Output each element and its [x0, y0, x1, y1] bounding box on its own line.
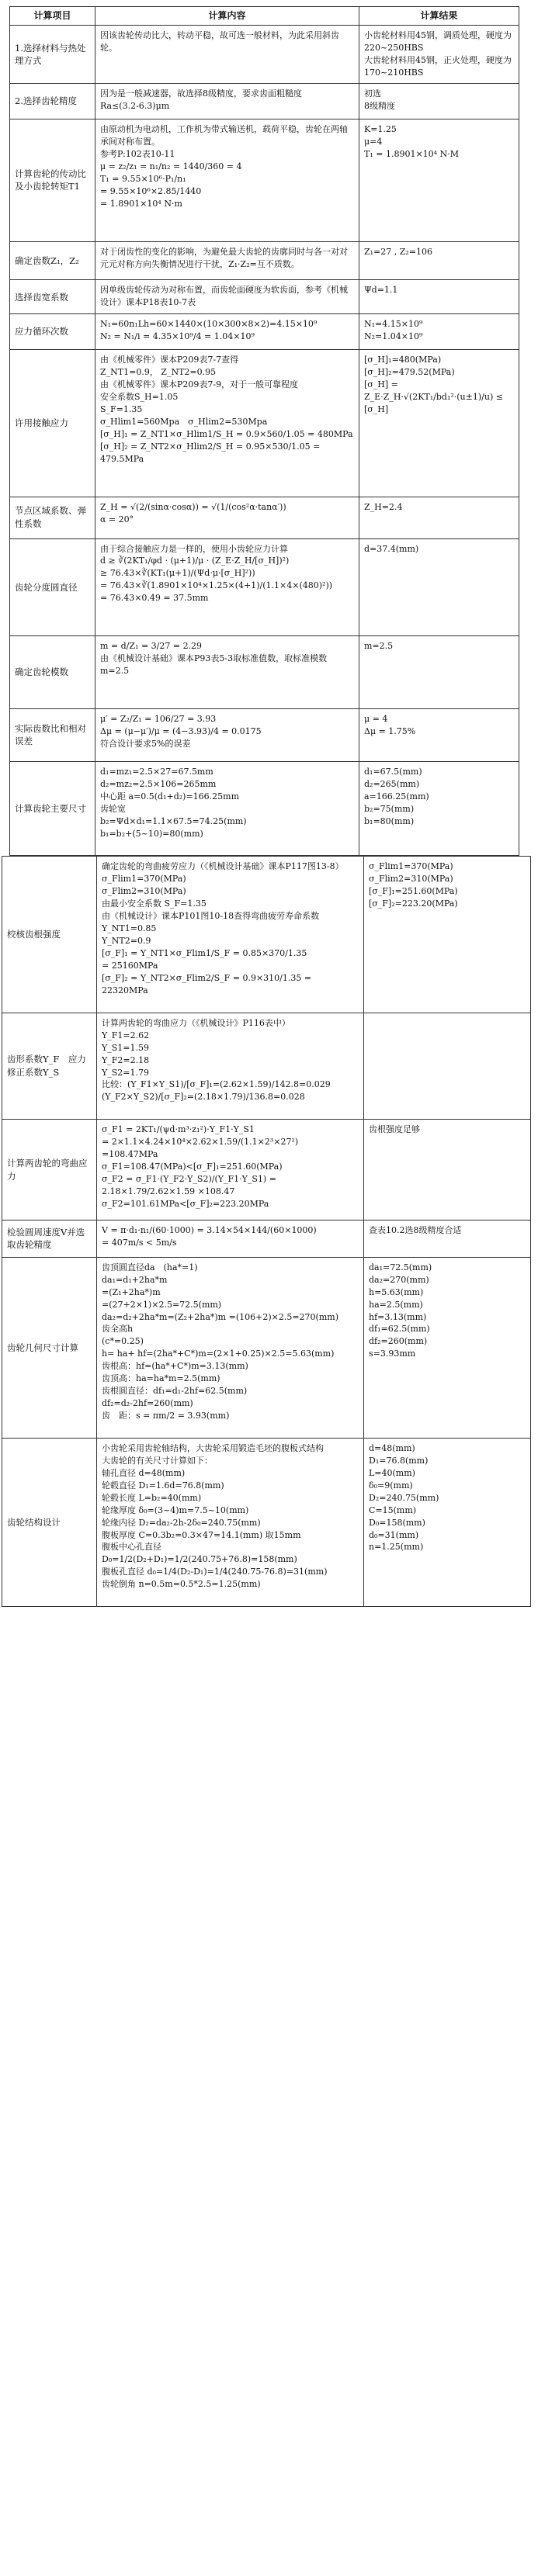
content-line: σ_Flim1=370(MPa) [102, 874, 186, 885]
row-content [95, 119, 359, 242]
content-line: 因单级齿轮传动为对称布置，而齿轮面硬度为软齿面，参考《机械设计》课本P18表10-7表 [100, 285, 348, 308]
result-line: 8级精度 [364, 101, 395, 112]
row-label: 应力循环次数 [10, 314, 95, 350]
content-line: b₁=b₂+(5~10)=80(mm) [100, 828, 203, 839]
content-line: T₁ = 9.55×10⁶·P₁/n₁ [100, 173, 186, 184]
row-result [364, 1120, 531, 1220]
row-label: 计算齿轮主要尺寸 [10, 761, 95, 856]
result-line: df₁=62.5(mm) [369, 1324, 430, 1335]
content-line: 比较：(Y_F1×Y_S1)/[σ_F]₁=(2.62×1.59)/142.8=0.029 [102, 1079, 331, 1090]
content-line: 轮缘内径 D₂=da₂-2h-2δ₀=240.75(mm) [102, 1517, 261, 1528]
result-line: N₁=4.15×10⁹ [364, 319, 423, 330]
content-line: σ_Flim2=310(MPa) [102, 886, 186, 897]
row-content [95, 497, 359, 538]
row-content [95, 350, 359, 497]
result-line: Z_H=2.4 [364, 501, 403, 512]
calc-table-lower [2, 856, 531, 1607]
row-result [359, 280, 519, 314]
calc-table-upper [9, 6, 519, 856]
content-line: 由最小安全系数 S_F=1.35 [102, 898, 207, 909]
row-content [97, 1257, 364, 1438]
result-line: μ=4 [364, 136, 383, 147]
content-line: 齿轮宽 [100, 803, 126, 814]
row-label: 实际齿数比和相对误差 [10, 709, 95, 762]
row-label: 2.选择齿轮精度 [10, 84, 95, 119]
result-line: D₀=158(mm) [369, 1517, 425, 1528]
content-line: N₁=60n₁Lh=60×1440×(10×300×8×2)=4.15×10⁹ [100, 319, 318, 330]
result-line: Ψd=1.1 [364, 285, 398, 296]
content-line: ≥ 76.43×∛(KT₁(μ+1)/(Ψd·μ·[σ_H]²)) [100, 568, 255, 579]
content-line: 齿 距：s = πm/2 = 3.93(mm) [102, 1411, 230, 1421]
content-line: 腹板中心孔直径 D₀=1/2(D₂+D₁)=1/2(240.75+76.8)=158(mm) [102, 1542, 297, 1565]
content-line: [σ_F]₁ = Y_NT1×σ_Flim1/S_F = 0.85×370/1.35 [102, 948, 307, 959]
row-result [364, 1438, 531, 1606]
row-label: 选择齿宽系数 [10, 280, 95, 314]
row-result [359, 26, 519, 84]
content-line: Y_S1=1.59 [102, 1042, 150, 1053]
content-line: [σ_F]₂ = Y_NT2×σ_Flim2/S_F = 0.9×310/1.35 = 22320MPa [102, 972, 314, 995]
content-line: σ_Hlim1=560Mpa σ_Hlim2=530Mpa [100, 416, 268, 427]
result-line: [σ_H] = Z_E·Z_H·√(2KT₁/bd₁²·(u±1)/u) ≤ [σ_H] [364, 379, 506, 414]
content-line: Y_F2=2.18 [102, 1054, 150, 1065]
result-line: h=5.63(mm) [369, 1286, 424, 1297]
content-line: = 76.43×0.49 = 37.5mm [100, 593, 209, 604]
content-line: h= ha+ hf=(2ha*+C*)m=(2×1+0.25)×2.5=5.63(mm) [102, 1349, 335, 1359]
row-result [359, 350, 519, 497]
result-line: hf=3.13(mm) [369, 1311, 427, 1322]
result-line: [σ_H]₂=479.52(MPa) [364, 367, 455, 378]
content-line: da₁=d₁+2ha*m [102, 1274, 168, 1285]
row-content [95, 84, 359, 119]
row-content [95, 709, 359, 762]
content-line: Z_H = √(2/(sinα·cosα)) = √(1/(cos²α·tanα′)) [100, 501, 286, 512]
content-line: Δμ = (μ−μ′)/μ = (4−3.93)/4 = 0.0175 [100, 725, 262, 736]
result-line: σ_Flim2=310(MPa) [369, 874, 453, 885]
content-line: 腹板厚度 C=0.3b₂=0.3×47=14.1(mm) 取15mm [102, 1529, 301, 1540]
content-line: = 407m/s < 5m/s [102, 1237, 177, 1248]
row-label: 1.选择材料与热处理方式 [10, 26, 95, 84]
content-line: d₁=mz₁=2.5×27=67.5mm [100, 766, 213, 777]
table-row [2, 1438, 531, 1606]
content-line: σ_F2=101.61MPa<[σ_F]₂=223.20MPa [102, 1198, 269, 1209]
content-line: df₂=d₂-2hf=260(mm) [102, 1398, 193, 1409]
result-line: a=166.25(mm) [364, 791, 429, 802]
result-line: d₂=265(mm) [364, 778, 420, 789]
row-content [97, 1438, 364, 1606]
result-line: 大齿轮材料用45钢，正火处理，硬度为170~210HBS [364, 55, 512, 78]
table-row [2, 1220, 531, 1257]
result-line: n=1.25(mm) [369, 1542, 424, 1553]
row-content [97, 857, 364, 1013]
content-line: 齿顶高：ha=ha*m=2.5(mm) [102, 1373, 220, 1384]
result-line: δ₀=9(mm) [369, 1480, 413, 1491]
table-row [2, 1120, 531, 1220]
row-label: 计算两齿轮的弯曲应力 [2, 1120, 97, 1220]
content-line: Y_S2=1.79 [102, 1067, 150, 1078]
row-content [97, 1220, 364, 1257]
content-line: 齿根圆直径：df₁=d₁-2hf=62.5(mm) [102, 1386, 248, 1397]
result-line: μ = 4 [364, 714, 388, 725]
content-line: d₂=mz₂=2.5×106=265mm [100, 778, 217, 789]
content-line: 中心距 a=0.5(d₁+d₂)=166.25mm [100, 791, 240, 802]
result-line: d₀=31(mm) [369, 1529, 419, 1540]
row-content [97, 1013, 364, 1120]
result-line: 初选 [364, 88, 381, 99]
content-line: 轮毂长度 L=b₂=40(mm) [102, 1492, 202, 1503]
content-line: =(Z₁+2ha*)m [102, 1286, 161, 1297]
table-row [10, 84, 519, 119]
row-content [95, 241, 359, 280]
result-line: d=48(mm) [369, 1442, 415, 1453]
content-line: 大齿轮的有关尺寸计算如下： [102, 1455, 213, 1466]
content-line: 齿根高：hf=(ha*+C*)m=3.13(mm) [102, 1361, 248, 1372]
row-result [359, 241, 519, 280]
table-row [10, 119, 519, 242]
content-line: 由《机械零件》课本P209表7-9，对于一般可靠程度 [100, 379, 299, 390]
content-line: 由《机械零件》课本P209表7-7查得 [100, 355, 239, 365]
table-row [10, 709, 519, 762]
row-label: 齿轮分度圆直径 [10, 538, 95, 636]
content-line: 轮缘厚度 δ₀=(3~4)m=7.5~10(mm) [102, 1504, 249, 1515]
content-line: 由原动机为电动机，工作机为带式输送机，载荷平稳，齿轮在两轴承间对称布置。 [100, 124, 348, 147]
result-line: [σ_F]₂=223.20(MPa) [369, 898, 458, 909]
content-line: = 9.55×10⁶×2.85/1440 [100, 185, 202, 196]
result-line: D₁=76.8(mm) [369, 1455, 429, 1466]
table-row [10, 497, 519, 538]
row-label: 齿形系数Y_F 应力修正系数Y_S [2, 1013, 97, 1120]
result-line: C=15(mm) [369, 1504, 417, 1515]
content-line: α = 20° [100, 514, 134, 525]
result-line: m=2.5 [364, 641, 394, 652]
table-header-row [10, 7, 519, 26]
content-line: 小齿轮采用齿轮轴结构，大齿轮采用锻造毛坯的腹板式结构 [102, 1442, 324, 1453]
row-result [364, 1220, 531, 1257]
content-line: 齿顶圆直径da (ha*=1) [102, 1262, 198, 1272]
content-line: Y_NT1=0.85 [102, 923, 157, 934]
table-row [10, 350, 519, 497]
result-line: σ_Flim1=370(MPa) [369, 861, 453, 872]
result-line: N₂=1.04×10⁹ [364, 331, 423, 342]
result-line: 查表10.2选8级精度合适 [369, 1224, 462, 1235]
content-line: = 25160MPa [102, 960, 158, 971]
row-label: 齿轮几何尺寸计算 [2, 1257, 97, 1438]
row-label: 计算齿轮的传动比及小齿轮转矩T1 [10, 119, 95, 242]
result-line: da₂=270(mm) [369, 1274, 429, 1285]
content-line: m = d/Z₁ = 3/27 = 2.29 [100, 641, 203, 652]
content-line: 安全系数S_H=1.05 [100, 392, 179, 403]
row-result [359, 761, 519, 856]
content-line: μ = z₂/z₁ = n₁/n₂ = 1440/360 = 4 [100, 161, 242, 171]
content-line: =(27+2×1)×2.5=72.5(mm) [102, 1299, 222, 1310]
content-line: 由《机械设计》课本P101图10-18查得弯曲疲劳寿命系数 [102, 911, 320, 922]
row-content [97, 1120, 364, 1220]
row-label: 齿轮结构设计 [2, 1438, 97, 1606]
content-line: 轮毂直径 D₁=1.6d=76.8(mm) [102, 1480, 224, 1491]
result-line: D₂=240.75(mm) [369, 1492, 439, 1503]
content-line: Ra≤(3.2-6.3)μm [100, 101, 170, 112]
content-line: 确定齿轮的弯曲疲劳应力（《机械设计基础》课本P117图13-8） [102, 861, 344, 872]
row-content [95, 314, 359, 350]
content-line: 符合设计要求5%的误差 [100, 738, 191, 749]
row-result [359, 314, 519, 350]
content-line: 由《机械设计基础》课本P93表5-3取标准值数，取标准模数m=2.5 [100, 653, 328, 677]
content-line: =108.47MPa [102, 1149, 158, 1160]
content-line: = 2×1.1×4.24×10⁴×2.62×1.59/(1.1×2³×27²) [102, 1137, 299, 1148]
table-row [10, 761, 519, 856]
row-label: 检验圆周速度V并选取齿轮精度 [2, 1220, 97, 1257]
row-label: 节点区域系数、弹性系数 [10, 497, 95, 538]
result-line: T₁ = 1.8901×10⁴ N·M [364, 148, 459, 159]
row-result [364, 1013, 531, 1120]
content-line: da₂=d₂+2ha*m=(Z₂+2ha*)m =(106+2)×2.5=270(mm) [102, 1311, 338, 1322]
content-line: [σ_H]₂ = Z_NT2×σ_Hlim2/S_H = 0.95×530/1.05 = 479.5MPa [100, 441, 323, 464]
row-content [95, 26, 359, 84]
row-result [359, 497, 519, 538]
table-row [2, 857, 531, 1013]
content-line: (c*=0.25) [102, 1336, 144, 1347]
header-item: 计算项目 [10, 7, 95, 26]
row-result [359, 119, 519, 242]
row-content [95, 538, 359, 636]
row-result [359, 84, 519, 119]
table-row [10, 280, 519, 314]
result-line: ha=2.5(mm) [369, 1299, 423, 1310]
content-line: 轴孔直径 d=48(mm) [102, 1467, 186, 1478]
result-line: [σ_H]₁=480(MPa) [364, 355, 442, 365]
row-label: 校核齿根强度 [2, 857, 97, 1013]
result-line: d=37.4(mm) [364, 543, 419, 554]
content-line: b₂=Ψd×d₁=1.1×67.5=74.25(mm) [100, 815, 247, 826]
content-line: 参考P:102表10-11 [100, 148, 175, 159]
row-label: 确定齿轮模数 [10, 636, 95, 709]
content-line: 因该齿轮传动比大，转动平稳，故可选一般材料，为此采用斜齿轮。 [100, 30, 339, 54]
content-line: N₂ = N₁/i = 4.35×10⁹/4 = 1.04×10⁹ [100, 331, 255, 342]
table-row [10, 241, 519, 280]
result-line: s=3.93mm [369, 1349, 416, 1359]
result-line: [σ_F]₁=251.60(MPa) [369, 886, 458, 897]
row-result [359, 538, 519, 636]
content-line: μ′ = Z₂/Z₁ = 106/27 = 3.93 [100, 714, 217, 725]
result-line: df₂=260(mm) [369, 1336, 428, 1347]
header-result: 计算结果 [359, 7, 519, 26]
table-row [10, 636, 519, 709]
content-line: σ_F1 = 2KT₁/(ψd·m³·z₁²)·Y_F1·Y_S1 [102, 1124, 255, 1135]
row-content [95, 636, 359, 709]
content-line: Y_NT2=0.9 [102, 936, 151, 947]
result-line: d₁=67.5(mm) [364, 766, 422, 777]
row-content [95, 280, 359, 314]
result-line: L=40(mm) [369, 1467, 415, 1478]
content-line: 对于闭齿性的变化的影响，为避免最大齿轮的齿廓同时与各一对对元元对称方向失衡情况进行干扰，Z₁·Z₂=互不质数。 [100, 246, 348, 269]
row-label: 许用接触应力 [10, 350, 95, 497]
content-line: = 1.8901×10⁴ N·m [100, 198, 182, 209]
content-line: S_F=1.35 [100, 403, 143, 414]
result-line: 小齿轮材料用45钢，调质处理，硬度为220~250HBS [364, 30, 512, 54]
table-row [2, 1013, 531, 1120]
content-line: 齿全高h [102, 1324, 134, 1335]
result-line: da₁=72.5(mm) [369, 1262, 432, 1272]
result-line: b₂=75(mm) [364, 803, 415, 814]
row-result [364, 1257, 531, 1438]
content-line: 腹板孔直径 d₀=1/4(D₂-D₁)=1/4(240.75-76.8)=31(mm) [102, 1567, 328, 1577]
table-row [2, 1257, 531, 1438]
content-line: 齿轮倒角 n=0.5m=0.5*2.5=1.25(mm) [102, 1579, 261, 1590]
content-line: Y_F1=2.62 [102, 1030, 150, 1040]
table-row [10, 26, 519, 84]
content-line: σ_F1=108.47(MPa)<[σ_F]₁=251.60(MPa) [102, 1162, 283, 1172]
content-line: Z_NT1=0.9， Z_NT2=0.95 [100, 367, 217, 378]
row-label: 确定齿数Z₁，Z₂ [10, 241, 95, 280]
table-row [10, 314, 519, 350]
content-line: 由于综合接触应力是一样的，使用小齿轮应力计算 [100, 543, 288, 554]
content-line: 计算两齿轮的弯曲应力（《机械设计》P116表中） [102, 1017, 290, 1028]
result-line: Z₁=27 , Z₂=106 [364, 246, 433, 257]
result-line: b₁=80(mm) [364, 815, 415, 826]
content-line: V = π·d₁·n₁/(60·1000) = 3.14×54×144/(60×1000) [102, 1224, 317, 1235]
table-row [10, 538, 519, 636]
content-line: [σ_H]₁ = Z_NT1×σ_Hlim1/S_H = 0.9×560/1.05 = 480MPa [100, 428, 353, 439]
row-result [359, 709, 519, 762]
content-line: = 76.43×∛(1.8901×10⁴×1.25×(4+1)/(1.1×4×(480)²)) [100, 580, 333, 591]
content-line: σ_F2 = σ_F1·(Y_F2·Y_S2)/(Y_F1·Y_S1) = 2.18×1.79/2.62×1.59 ×108.47 [102, 1174, 279, 1197]
result-line: K=1.25 [364, 124, 397, 135]
content-line: d ≥ ∛(2KT₁/φd · (μ+1)/μ · (Z_E·Z_H/[σ_H])²) [100, 556, 290, 566]
row-result [359, 636, 519, 709]
result-line: 齿根强度足够 [369, 1124, 420, 1135]
result-line: Δμ = 1.75% [364, 725, 416, 736]
row-content [95, 761, 359, 856]
content-line: 因为是一般减速器，故选择8级精度，要求齿面粗糙度 [100, 88, 302, 99]
content-line: (Y_F2×Y_S2)/[σ_F]₂=(2.18×1.79)/136.8=0.028 [102, 1092, 305, 1103]
row-result [364, 857, 531, 1013]
calculation-sheet [9, 6, 538, 1607]
header-content: 计算内容 [95, 7, 359, 26]
